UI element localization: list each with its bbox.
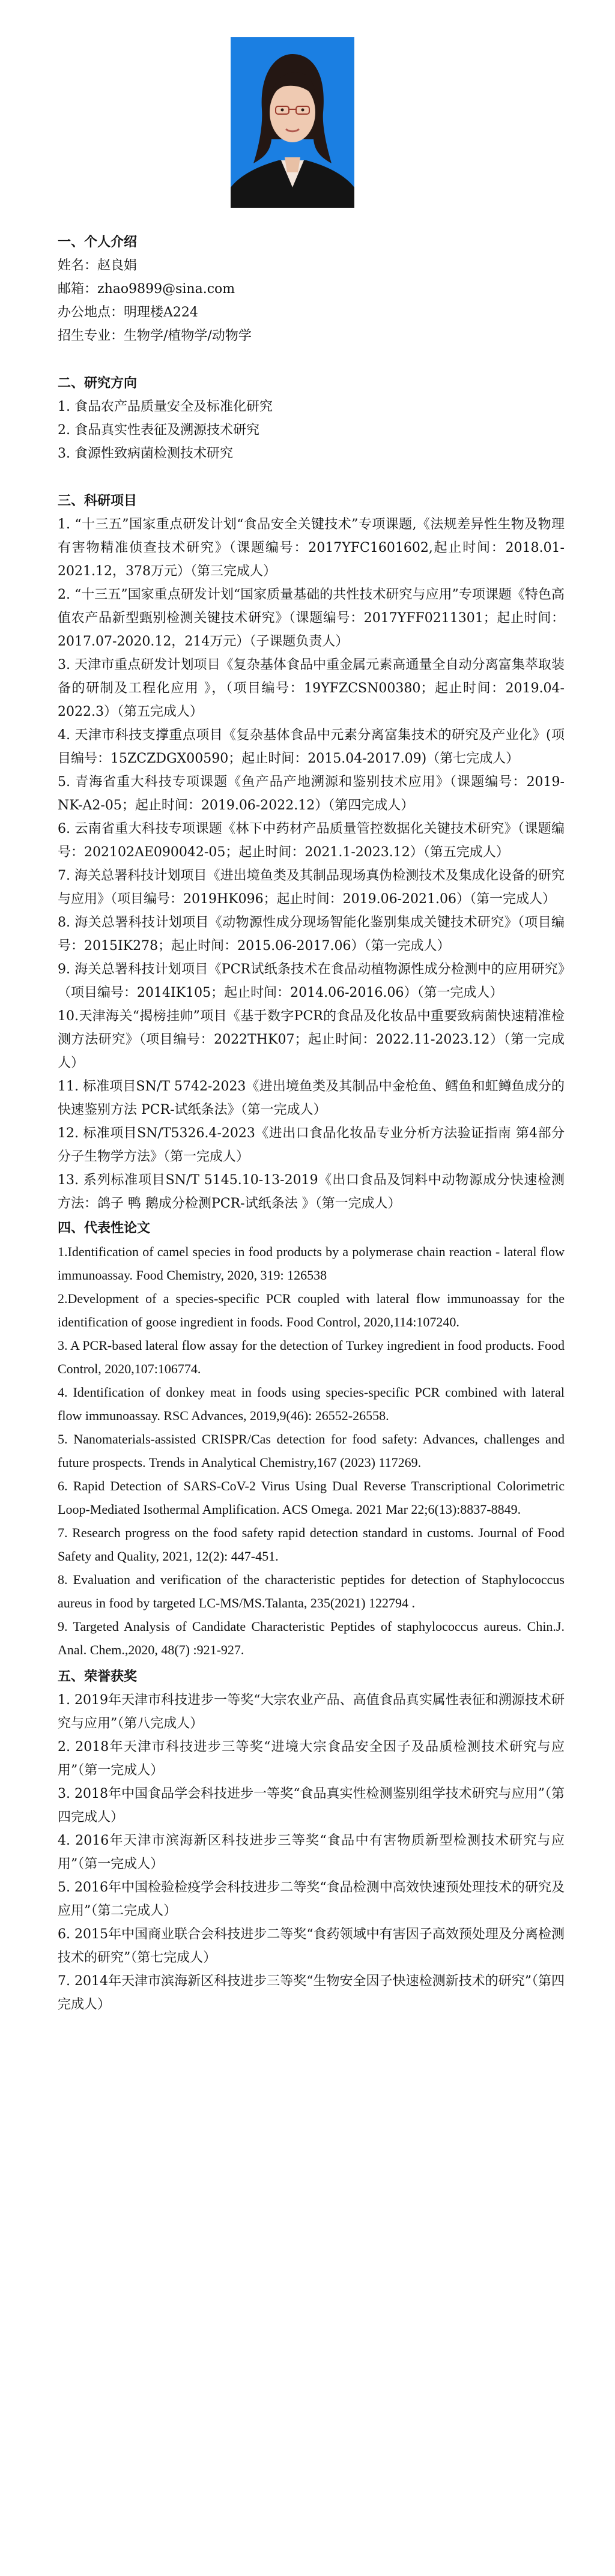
project-item: 4. 天津市科技支撑重点项目《复杂基体食品中元素分离富集技术的研究及产业化》(项目编号：15ZCZDGX00590；起止时间：2015.04-2017.09)（第七完成人） bbox=[58, 728, 565, 766]
project-item: 8. 海关总署科技计划项目《动物源性成分现场智能化鉴别集成关键技术研究》（项目编号：2015IK278；起止时间：2015.06-2017.06）（第一完成人） bbox=[58, 915, 565, 954]
award-item: 1. 2019年天津市科技进步一等奖“大宗农业产品、高值食品真实属性表征和溯源技术研究与应用”（第八完成人） bbox=[58, 1693, 565, 1731]
research-item: 2. 食品真实性表征及溯源技术研究 bbox=[58, 423, 259, 438]
project-item: 5. 青海省重大科技专项课题《鱼产品产地溯源和鉴别技术应用》（课题编号：2019-NK-A2-05；起止时间：2019.06-2022.12）（第四完成人） bbox=[58, 775, 565, 813]
paper-item: 1.Identification of camel species in food products by a polymerase chain reaction - lateral flow immunoassay. Food Chemistry, 2020, 319: 126538 bbox=[58, 1244, 565, 1283]
papers-heading: 四、代表性论文 bbox=[58, 1220, 151, 1236]
project-item: 13. 系列标准项目SN/T 5145.10-13-2019《出口食品及饲料中动物源成分快速检测方法：鸽子 鸭 鹅成分检测PCR-试纸条法 》（第一完成人） bbox=[58, 1173, 565, 1211]
award-item: 7. 2014年天津市滨海新区科技进步三等奖“生物安全因子快速检测新技术的研究”（第四完成人） bbox=[58, 1974, 565, 2012]
portrait-photo-icon bbox=[231, 37, 354, 208]
office-text: 办公地点：明理楼A224 bbox=[58, 305, 198, 320]
project-item: 10.天津海关“揭榜挂帅”项目《基于数字PCR的食品及化妆品中重要致病菌快速精准检测方法研究》（项目编号：2022THK07；起止时间：2022.11-2023.12）（第一完成人） bbox=[58, 1009, 565, 1071]
award-item: 6. 2015年中国商业联合会科技进步二等奖“食药领域中有害因子高效预处理及分离检测技术的研究”（第七完成人） bbox=[58, 1927, 565, 1965]
award-item: 2. 2018年天津市科技进步三等奖“进境大宗食品安全因子及品质检测技术研究与应用”（第一完成人） bbox=[58, 1740, 565, 1778]
email-text: 邮箱：zhao9899@sina.com bbox=[58, 282, 235, 297]
award-item: 4. 2016年天津市滨海新区科技进步三等奖“食品中有害物质新型检测技术研究与应用”（第一完成人） bbox=[58, 1833, 565, 1872]
project-item: 9. 海关总署科技计划项目《PCR试纸条技术在食品动植物源性成分检测中的应用研究》（项目编号：2014IK105；起止时间：2014.06-2016.06）（第一完成人） bbox=[58, 962, 565, 1000]
award-item: 3. 2018年中国食品学会科技进步一等奖“食品真实性检测鉴别组学技术研究与应用”（第四完成人） bbox=[58, 1786, 565, 1825]
profile-content bbox=[58, 231, 565, 2016]
project-item: 6. 云南省重大科技专项课题《林下中药材产品质量管控数据化关键技术研究》（课题编号：202102AE090042-05；起止时间：2021.1-2023.12）（第五完成人） bbox=[58, 821, 565, 860]
paper-item: 7. Research progress on the food safety rapid detection standard in customs. Journal of Food Safety and Quality, 2021, 12(2): 447-451. bbox=[58, 1525, 565, 1564]
project-item: 12. 标准项目SN/T5326.4-2023《进出口食品化妆品专业分析方法验证指南 第4部分 分子生物学方法》（第一完成人） bbox=[58, 1126, 565, 1164]
paper-item: 2.Development of a species-specific PCR coupled with lateral flow immunoassay for the identification of goose ingredient in foods. Food Control, 2020,114:107240. bbox=[58, 1291, 565, 1329]
research-heading: 二、研究方向 bbox=[58, 375, 138, 391]
paper-item: 6. Rapid Detection of SARS-CoV-2 Virus Using Dual Reverse Transcriptional Colorimetric Loop-Mediated Isothermal Amplification. ACS Omega. 2021 Mar 22;6(13):8837-8849. bbox=[58, 1478, 565, 1517]
awards-heading: 五、荣誉获奖 bbox=[58, 1669, 138, 1684]
paper-item: 8. Evaluation and verification of the characteristic peptides for detection of Staphylococcus aureus in food by targeted LC-MS/MS.Talanta, 235(2021) 122794 . bbox=[58, 1572, 565, 1610]
award-item: 5. 2016年中国检验检疫学会科技进步二等奖“食品检测中高效快速预处理技术的研究及应用”（第二完成人） bbox=[58, 1880, 565, 1918]
project-item: 2. “十三五”国家重点研发计划“国家质量基础的共性技术研究与应用”专项课题《特色高值农产品新型甄别检测关键技术研究》（课题编号：2017YFF0211301；起止时间：2017.07-2020.12，214万元）（子课题负责人） bbox=[58, 587, 565, 649]
name-text: 姓名：赵良娟 bbox=[58, 258, 138, 273]
paper-item: 5. Nanomaterials-assisted CRISPR/Cas detection for food safety: Advances, challenges and future prospects. Trends in Analytical Chemistry,167 (2023) 117269. bbox=[58, 1432, 565, 1470]
research-item: 3. 食源性致病菌检测技术研究 bbox=[58, 446, 233, 461]
personal-info-heading: 一、个人介绍 bbox=[58, 234, 138, 250]
paper-item: 3. A PCR-based lateral flow assay for the detection of Turkey ingredient in food products. Food Control, 2020,107:106774. bbox=[58, 1338, 565, 1376]
project-item: 11. 标准项目SN/T 5742-2023《进出境鱼类及其制品中金枪鱼、鳕鱼和虹鳟鱼成分的快速鉴别方法 PCR-试纸条法》（第一完成人） bbox=[58, 1079, 565, 1117]
paper-item: 4. Identification of donkey meat in foods using species-specific PCR combined with lateral flow immunoassay. RSC Advances, 2019,9(46): 26552-26558. bbox=[58, 1385, 565, 1423]
project-item: 3. 天津市重点研发计划项目《复杂基体食品中重金属元素高通量全自动分离富集萃取装备的研制及工程化应用 》，（项目编号：19YFZCSN00380；起止时间：2019.04-2022.3）（第五完成人） bbox=[58, 658, 565, 719]
paper-item: 9. Targeted Analysis of Candidate Characteristic Peptides of staphylococcus aureus. Chin.J. Anal. Chem.,2020, 48(7) :921-927. bbox=[58, 1619, 565, 1657]
project-item: 1. “十三五”国家重点研发计划“食品安全关键技术”专项课题,《法规差异性生物及物理有害物精准侦查技术研究》（课题编号：2017YFC1601602,起止时间：2018.01-2021.12，378万元）（第三完成人） bbox=[58, 517, 565, 579]
project-item: 7. 海关总署科技计划项目《进出境鱼类及其制品现场真伪检测技术及集成化设备的研究与应用》（项目编号：2019HK096；起止时间：2019.06-2021.06）（第一完成人） bbox=[58, 868, 565, 907]
research-item: 1. 食品农产品质量安全及标准化研究 bbox=[58, 399, 273, 414]
projects-heading: 三、科研项目 bbox=[58, 493, 138, 509]
majors-text: 招生专业：生物学/植物学/动物学 bbox=[58, 328, 252, 343]
portrait-photo bbox=[231, 37, 354, 208]
